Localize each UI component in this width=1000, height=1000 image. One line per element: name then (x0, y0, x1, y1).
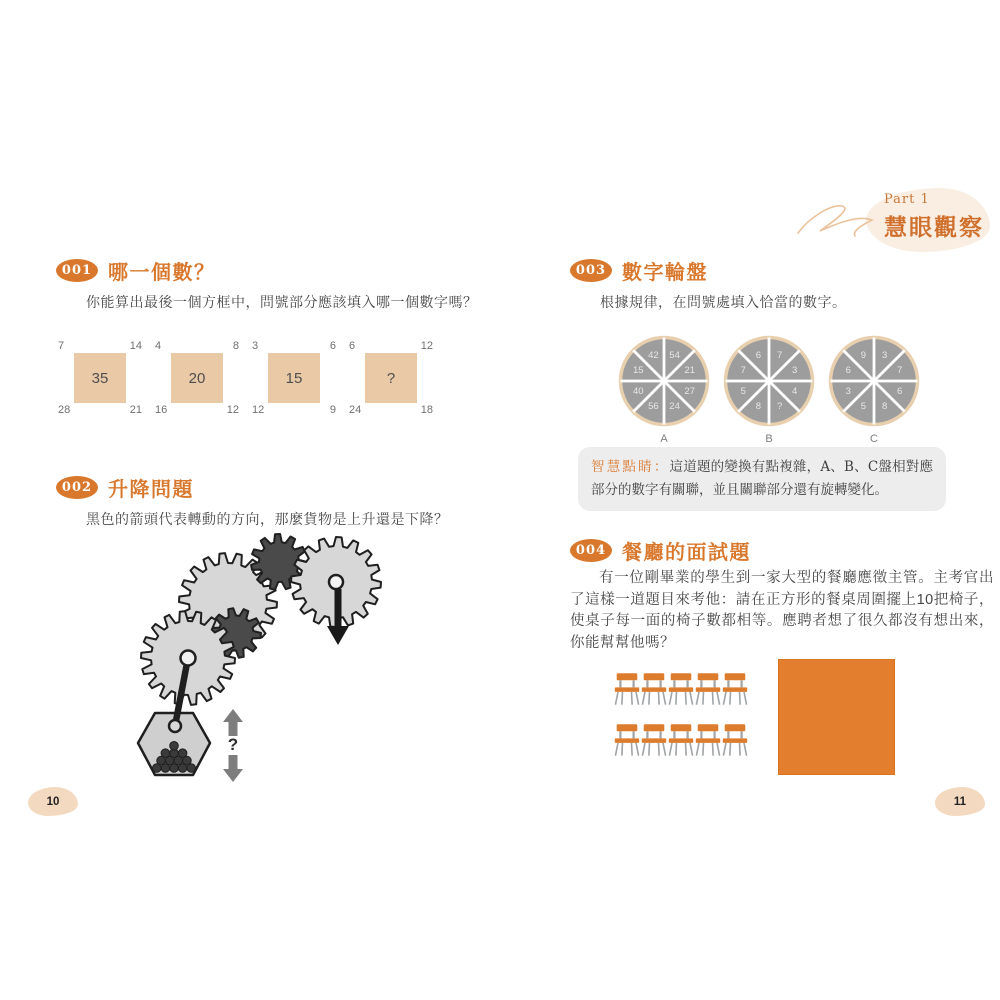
number-squares-row (58, 340, 488, 416)
wheel-graphic (721, 335, 817, 427)
part-text (884, 192, 984, 242)
wheel-graphic (616, 335, 712, 427)
section-header-003 (570, 257, 994, 283)
square-box (74, 353, 126, 403)
wheel-label: C (870, 433, 878, 445)
square-corner-value: 14 (129, 340, 142, 352)
chair-icon (695, 670, 721, 706)
wheel-sector-value: 8 (755, 401, 762, 413)
page-number-left: 10 (28, 787, 78, 816)
wheel-sector-value: 7 (776, 349, 783, 361)
square-corner-value: 9 (329, 404, 336, 416)
question-text: 你能算出最後一個方框中，問號部分應該填入哪一個數字嗎？ (86, 294, 478, 310)
section-badge: 004 (570, 539, 612, 562)
wheel-sector-value: 4 (792, 386, 798, 398)
section-title: 哪一個數？ (108, 261, 216, 284)
tip-box (578, 447, 946, 511)
square-corner-value: 7 (58, 340, 65, 352)
wheel-sector-value: 5 (860, 401, 867, 413)
section-title: 數字輪盤 (622, 261, 708, 284)
square-corner-value: 16 (155, 404, 168, 416)
section-header-001 (56, 257, 488, 283)
number-square (58, 340, 142, 416)
number-wheel (616, 335, 712, 445)
square-box (365, 353, 417, 403)
chair-icon (668, 670, 694, 706)
chair-icon (614, 670, 640, 706)
wheel-sector-value: 42 (648, 349, 659, 361)
part-label: Part 1 (884, 192, 930, 207)
square-center-value: ? (386, 369, 396, 387)
question-text: 黑色的箭頭代表轉動的方向，那麼貨物是上升還是下降？ (86, 511, 449, 527)
section-badge: 003 (570, 259, 612, 282)
number-square (349, 340, 433, 416)
gears-illustration (116, 532, 391, 792)
square-corner-value: 12 (252, 404, 265, 416)
section-header-004 (570, 537, 994, 563)
chair-row (614, 670, 748, 706)
wheel-sector-value: 21 (684, 364, 695, 376)
wheel-label: A (660, 433, 668, 445)
rotation-arrowhead-icon (327, 626, 349, 645)
wheel-sector-value: 40 (633, 386, 644, 398)
chair-row (614, 721, 748, 757)
right-page-column (570, 257, 994, 654)
square-corner-value: 21 (129, 404, 142, 416)
ball-icon (161, 749, 170, 758)
tip-label: 智慧點睛： (591, 459, 670, 475)
wheel-sector-value: 3 (792, 364, 798, 376)
chair-icon (614, 721, 640, 757)
chair-icon (722, 721, 748, 757)
wheel-sector-value: 5 (740, 386, 746, 398)
number-wheels-row (570, 335, 994, 445)
problem-paragraph: 有一位剛畢業的學生到一家大型的餐廳應徵主管。主考官出了這樣一道題目來考他：請在正方形的餐桌周圍擺上10把椅子，使桌子每一面的椅子數都相等。應聘者想了很久都沒有想出來，你能幫幫他嗎？ (570, 570, 994, 651)
rod-pin-icon (169, 720, 181, 732)
restaurant-illustration (570, 656, 994, 790)
part-title: 慧眼觀察 (884, 214, 984, 241)
square-corner-value: 3 (252, 340, 259, 352)
number-square (252, 340, 336, 416)
number-wheel (826, 335, 922, 445)
gear-pin-icon (329, 575, 343, 589)
tip-text: 這道題的變換有點複雜，A、B、C盤相對應部分的數字有關聯，並且關聯部分還有旋轉變化。 (591, 459, 934, 499)
wheel-sector-value: 7 (740, 364, 746, 376)
wheel-sector-value: 9 (860, 349, 867, 361)
wheel-sector-value: ? (776, 401, 783, 413)
chair-icon (641, 670, 667, 706)
wheel-sector-value: 6 (755, 349, 762, 361)
wheel-sector-value: 54 (669, 349, 680, 361)
table-square (778, 659, 895, 775)
arrow-down-icon (223, 755, 243, 782)
square-box (171, 353, 223, 403)
section-badge: 002 (56, 476, 98, 499)
wheel-sector-value: 6 (845, 364, 851, 376)
number-square (155, 340, 239, 416)
square-corner-value: 18 (420, 404, 433, 416)
chair-icon (641, 721, 667, 757)
section-title: 升降問題 (108, 478, 194, 501)
wheel-sector-value: 27 (684, 386, 695, 398)
page-number-right: 11 (935, 787, 985, 816)
wheel-sector-value: 3 (845, 386, 851, 398)
square-corner-value: 6 (329, 340, 336, 352)
square-corner-value: 24 (349, 404, 362, 416)
wheel-sector-value: 56 (648, 401, 659, 413)
ball-icon (170, 742, 179, 751)
arrow-up-icon (223, 709, 243, 736)
square-center-value: 20 (188, 369, 206, 387)
ball-icon (178, 749, 187, 758)
wheel-sector-value: 6 (897, 386, 903, 398)
wheel-sector-value: 7 (897, 364, 903, 376)
square-center-value: 35 (91, 369, 109, 387)
chairs-group (614, 670, 748, 757)
part-header (792, 183, 994, 257)
square-corner-value: 8 (232, 340, 239, 352)
wheel-graphic (826, 335, 922, 427)
wheel-sector-value: 8 (881, 401, 888, 413)
square-corner-value: 4 (155, 340, 162, 352)
wheel-label: B (765, 433, 773, 445)
wheel-sector-value: 24 (669, 401, 680, 413)
square-box (268, 353, 320, 403)
square-corner-value: 28 (58, 404, 71, 416)
square-corner-value: 6 (349, 340, 356, 352)
square-corner-value: 12 (226, 404, 239, 416)
left-page-column (56, 257, 488, 529)
section-title: 餐廳的面試題 (622, 541, 751, 564)
direction-question-mark: ? (227, 735, 239, 754)
scribble-decoration-icon (792, 195, 894, 245)
chair-icon (722, 670, 748, 706)
section-badge: 001 (56, 259, 98, 282)
section-header-002 (56, 474, 488, 500)
square-center-value: 15 (285, 369, 303, 387)
question-text: 根據規律，在問號處填入恰當的數字。 (600, 294, 847, 310)
square-corner-value: 12 (420, 340, 433, 352)
wheel-sector-value: 3 (881, 349, 888, 361)
number-wheel (721, 335, 817, 445)
gear-pin-icon (181, 651, 196, 666)
wheel-sector-value: 15 (633, 364, 644, 376)
chair-icon (695, 721, 721, 757)
chair-icon (668, 721, 694, 757)
